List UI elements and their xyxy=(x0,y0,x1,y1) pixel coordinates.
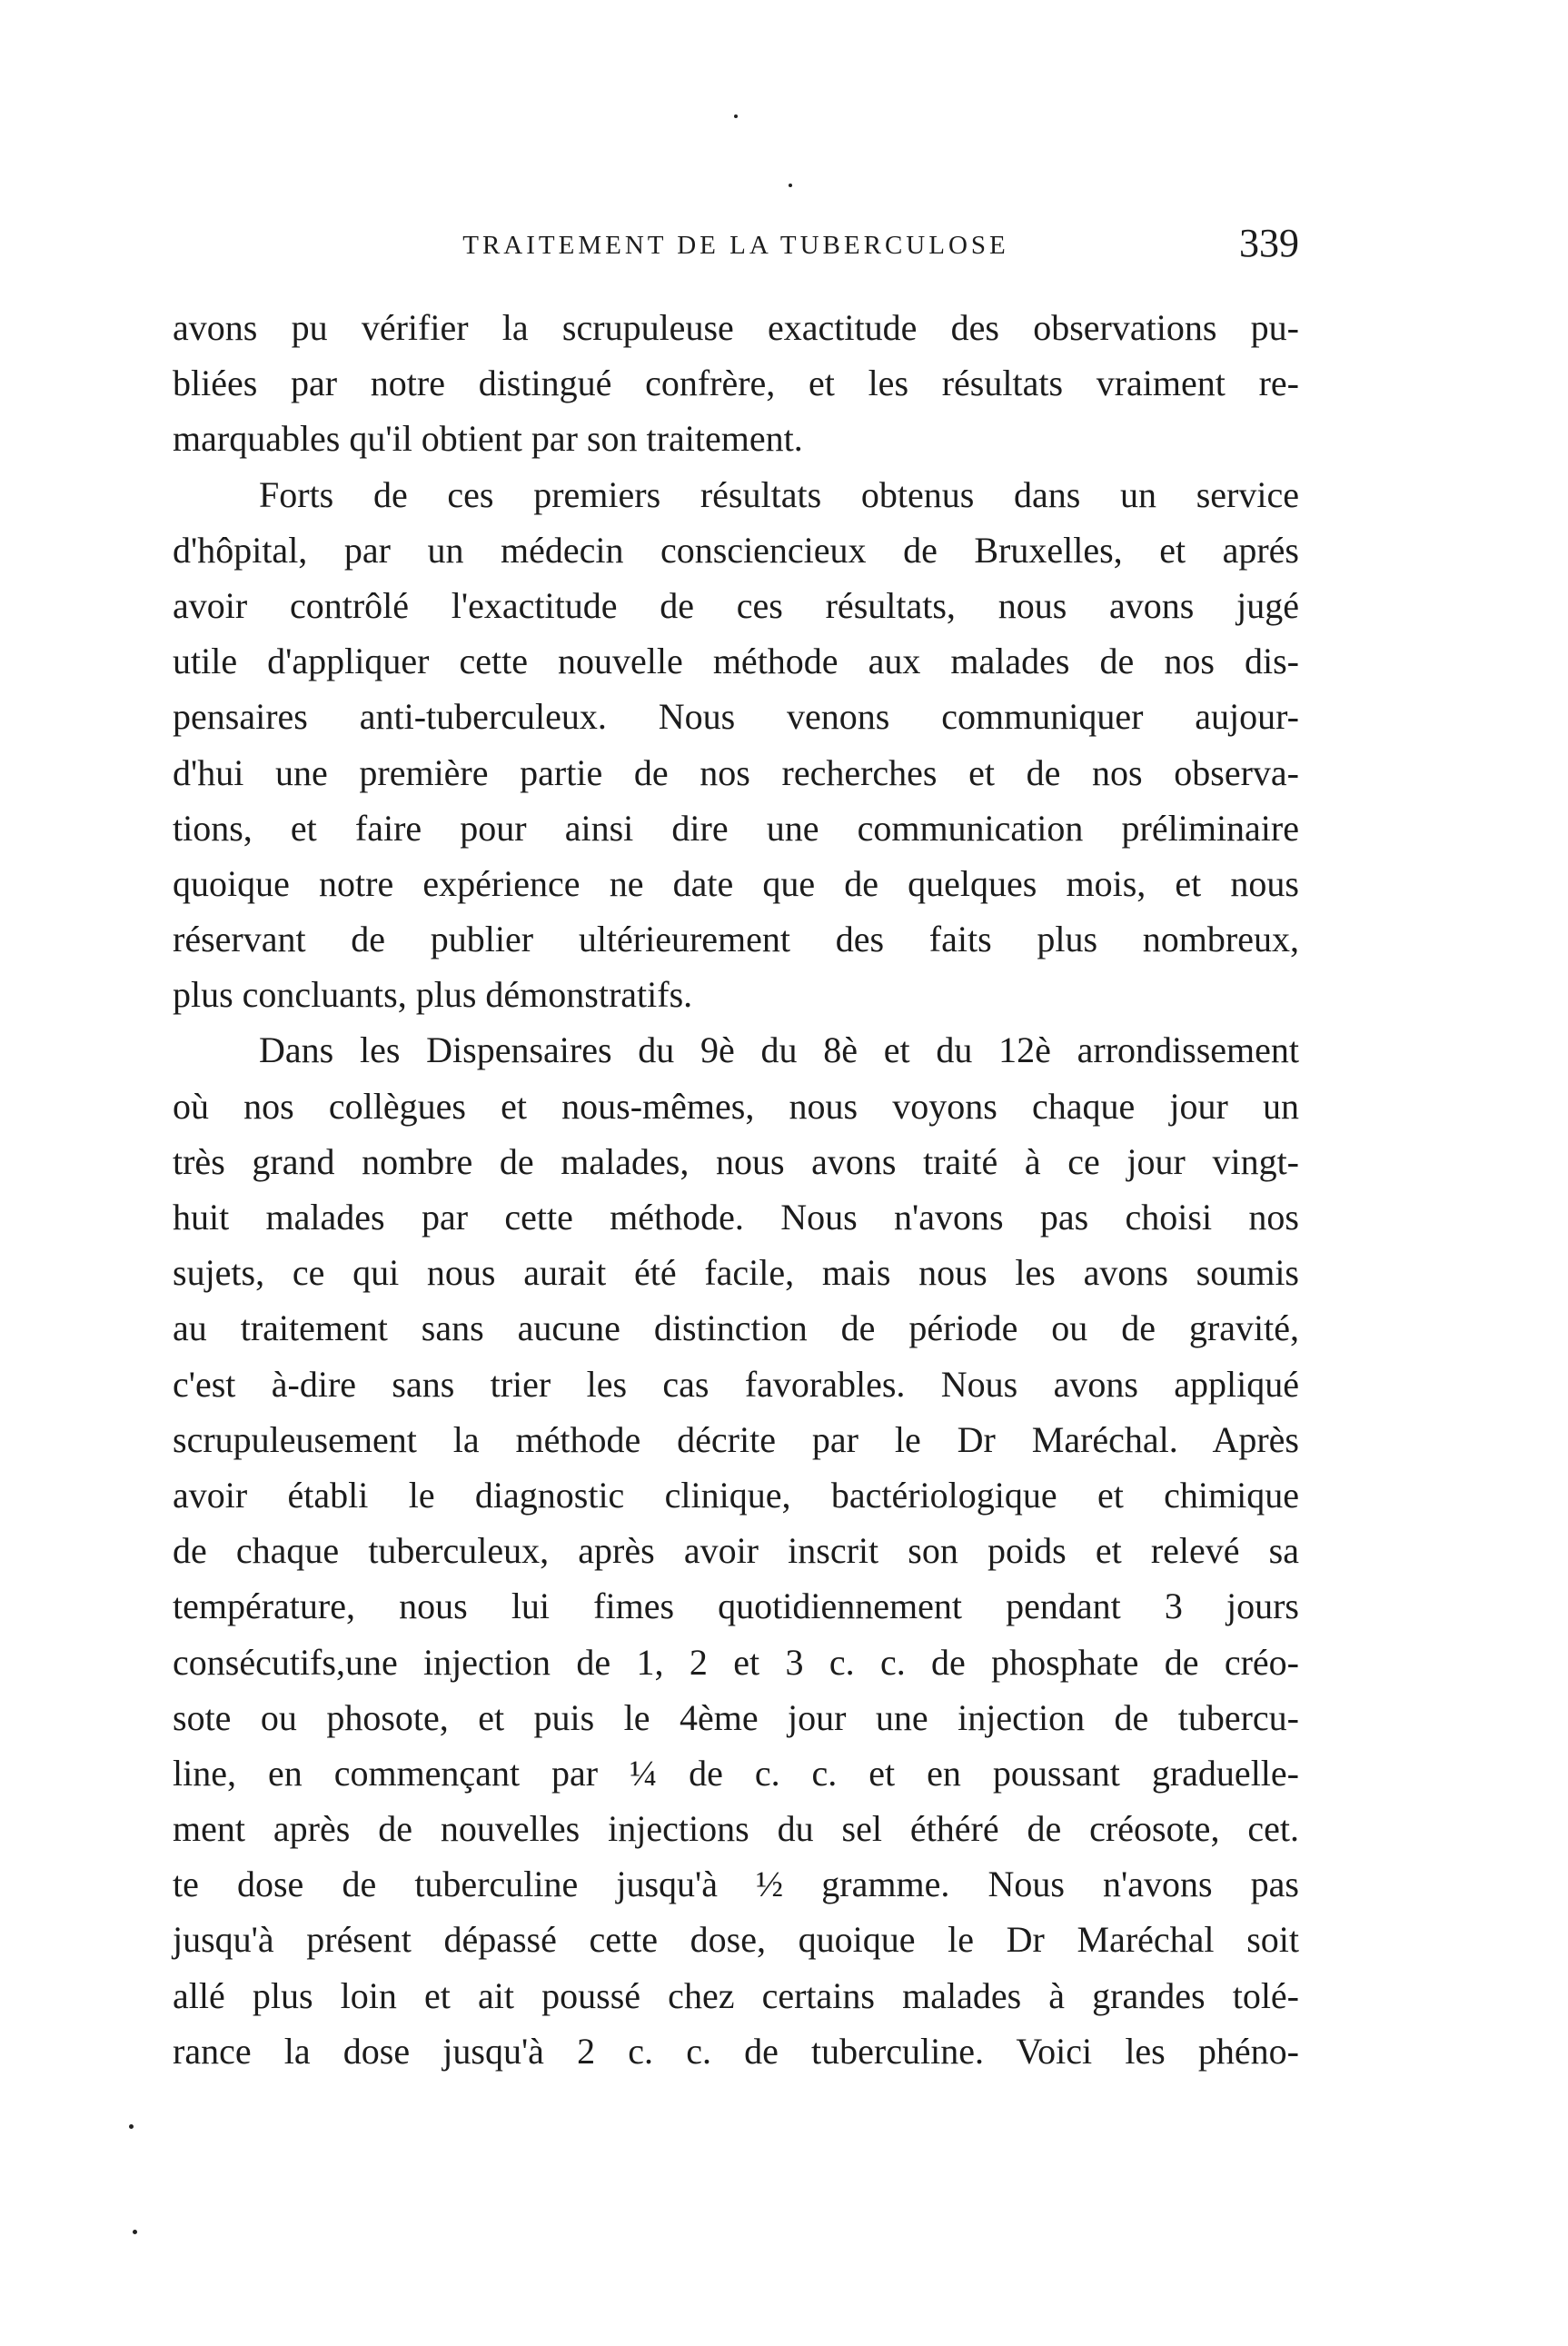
text-line: où nos collègues et nous-mêmes, nous voyons chaque jour un xyxy=(173,1085,1299,1127)
text-line: quoique notre expérience ne date que de quelques mois, et nous xyxy=(173,862,1299,904)
paragraph xyxy=(173,1022,1299,2079)
running-head xyxy=(173,220,1299,274)
text-line: rance la dose jusqu'à 2 c. c. de tuberculine. Voici les phéno- xyxy=(173,2030,1299,2072)
text-line: très grand nombre de malades, nous avons traité à ce jour vingt- xyxy=(173,1140,1299,1182)
text-line: d'hôpital, par un médecin consciencieux de Bruxelles, et aprés xyxy=(173,529,1299,571)
text-line: marquables qu'il obtient par son traitement. xyxy=(173,418,803,460)
text-line: utile d'appliquer cette nouvelle méthode aux malades de nos dis- xyxy=(173,641,1299,682)
text-line: sote ou phosote, et puis le 4ème jour une injection de tubercu- xyxy=(173,1696,1299,1738)
text-line: avoir établi le diagnostic clinique, bactériologique et chimique xyxy=(173,1474,1299,1516)
text-line: avoir contrôlé l'exactitude de ces résultats, nous avons jugé xyxy=(173,584,1299,626)
text-line: scrupuleusement la méthode décrite par le Dr Maréchal. Après xyxy=(173,1418,1299,1460)
text-line: Dans les Dispensaires du 9è du 8è et du 12è arrondissement xyxy=(259,1029,1299,1071)
text-line: huit malades par cette méthode. Nous n'avons pas choisi nos xyxy=(173,1197,1299,1238)
text-line: te dose de tuberculine jusqu'à ½ gramme. Nous n'avons pas xyxy=(173,1864,1299,1905)
page-number: 339 xyxy=(1239,221,1299,265)
body-text xyxy=(173,300,1299,2079)
text-line: bliées par notre distingué confrère, et les résultats vraiment re- xyxy=(173,363,1299,404)
text-line: température, nous lui fimes quotidiennement pendant 3 jours xyxy=(173,1586,1299,1627)
text-line: plus concluants, plus démonstratifs. xyxy=(173,974,693,1016)
print-speck xyxy=(133,2230,137,2234)
print-speck xyxy=(734,114,738,118)
text-line: consécutifs,une injection de 1, 2 et 3 c. c. de phosphate de créo- xyxy=(173,1641,1299,1683)
text-line: au traitement sans aucune distinction de période ou de gravité, xyxy=(173,1307,1299,1349)
text-line: allé plus loin et ait poussé chez certains malades à grandes tolé- xyxy=(173,1974,1299,2016)
text-line: pensaires anti-tuberculeux. Nous venons communiquer aujour- xyxy=(173,696,1299,738)
running-title: TRAITEMENT DE LA TUBERCULOSE xyxy=(462,231,1009,260)
paragraph xyxy=(173,300,1299,467)
text-line: jusqu'à présent dépassé cette dose, quoique le Dr Maréchal soit xyxy=(173,1919,1299,1961)
text-line: de chaque tuberculeux, après avoir inscrit son poids et relevé sa xyxy=(173,1530,1299,1572)
print-speck xyxy=(129,2124,134,2129)
text-line: réservant de publier ultérieurement des faits plus nombreux, xyxy=(173,919,1299,960)
text-line: Forts de ces premiers résultats obtenus dans un service xyxy=(259,473,1299,515)
paragraph xyxy=(173,467,1299,1023)
text-line: d'hui une première partie de nos recherches et de nos observa- xyxy=(173,751,1299,793)
text-line: avons pu vérifier la scrupuleuse exactitude des observations pu- xyxy=(173,307,1299,348)
text-line: tions, et faire pour ainsi dire une communication préliminaire xyxy=(173,807,1299,849)
print-speck xyxy=(789,184,792,187)
text-line: line, en commençant par ¼ de c. c. et en poussant graduelle- xyxy=(173,1752,1299,1794)
text-line: ment après de nouvelles injections du sel éthéré de créosote, cet. xyxy=(173,1808,1299,1850)
text-line: c'est à-dire sans trier les cas favorables. Nous avons appliqué xyxy=(173,1363,1299,1405)
text-line: sujets, ce qui nous aurait été facile, mais nous les avons soumis xyxy=(173,1252,1299,1294)
